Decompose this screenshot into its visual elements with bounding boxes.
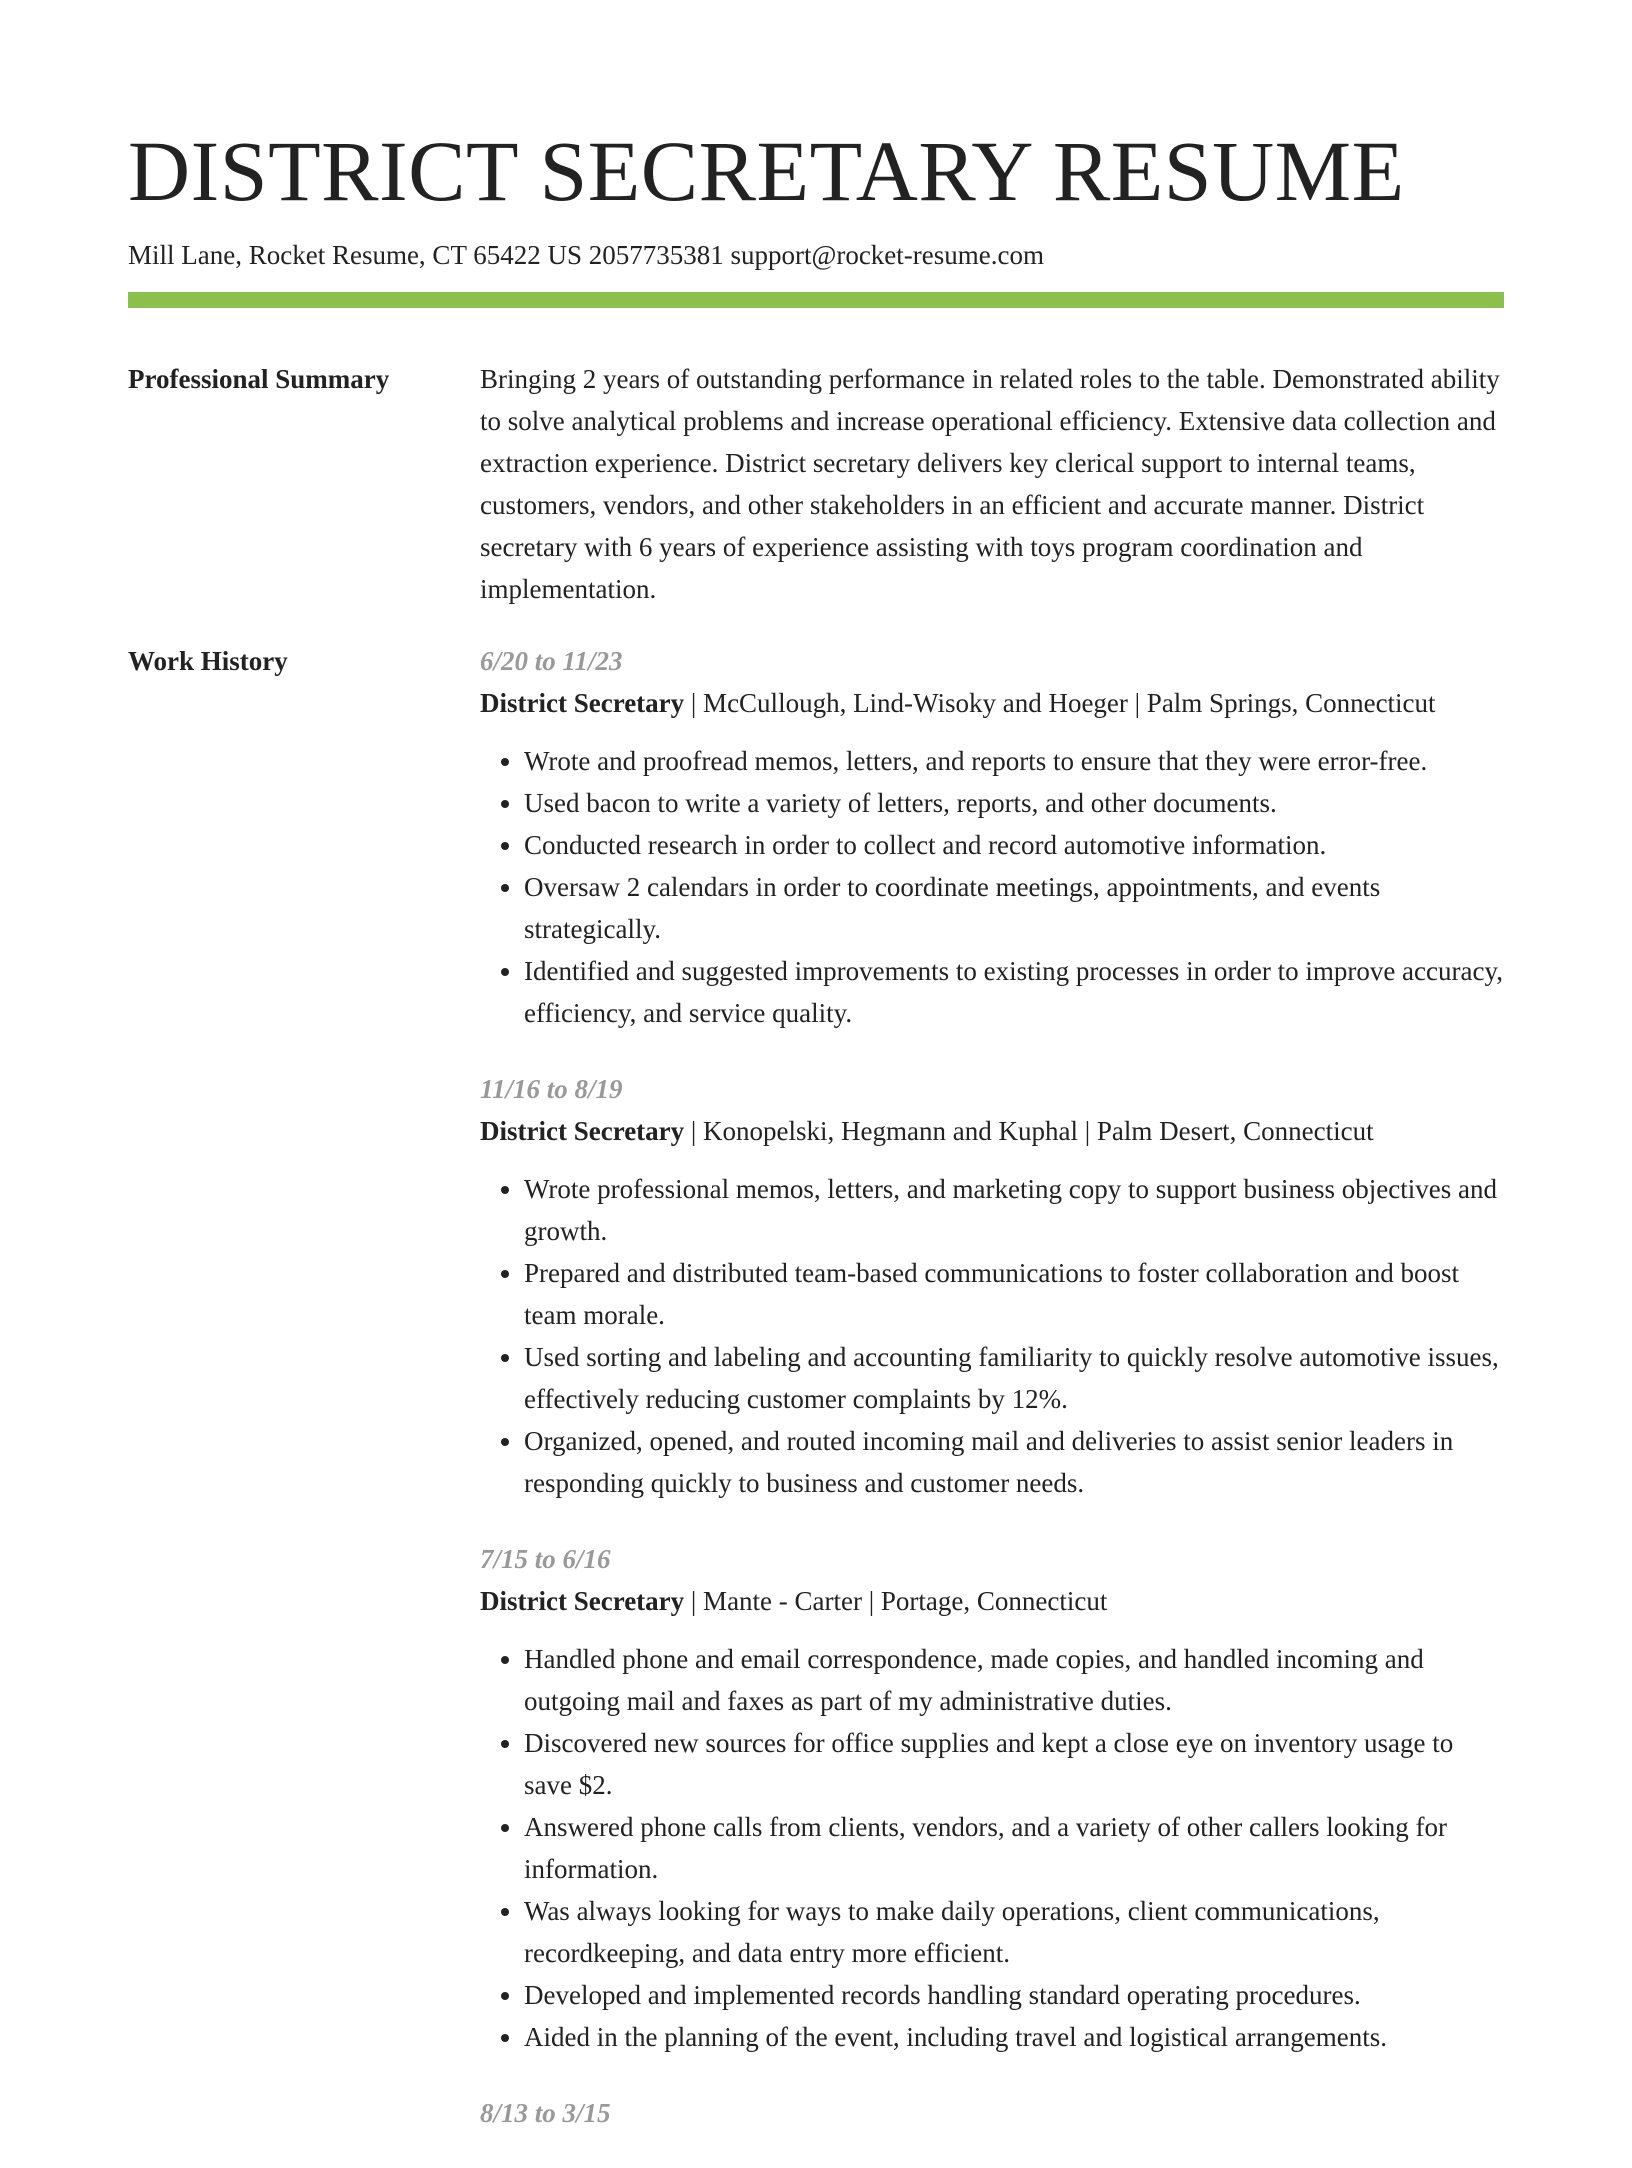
job-entry	[480, 1538, 1504, 2058]
job-dates: 11/16 to 8/19	[480, 1074, 623, 1104]
job-bullet: • Used bacon to write a variety of letters, reports, and other documents.	[524, 782, 1504, 824]
work-history-label: Work History	[128, 646, 288, 676]
job-bullet: • Oversaw 2 calendars in order to coordinate meetings, appointments, and events strategically.	[524, 866, 1504, 950]
work-history-section	[128, 640, 1504, 2168]
job-entry	[480, 2092, 1504, 2134]
job-heading	[480, 1580, 1504, 1622]
job-title: District Secretary	[480, 1586, 685, 1616]
job-bullet: • Wrote and proofread memos, letters, and reports to ensure that they were error-free.	[524, 740, 1504, 782]
job-bullet: • Developed and implemented records handling standard operating procedures.	[524, 1974, 1504, 2016]
job-heading	[480, 1110, 1504, 1152]
job-employer-location: | Mante - Carter | Portage, Connecticut	[684, 1586, 1108, 1616]
job-bullets	[480, 1168, 1504, 1504]
job-bullet: • Used sorting and labeling and accounting familiarity to quickly resolve automotive issues, effectively reducing customer complaints by 12%.	[524, 1336, 1504, 1420]
job-title: District Secretary	[480, 1116, 685, 1146]
work-history-list	[480, 640, 1504, 2168]
job-title: District Secretary	[480, 688, 685, 718]
job-bullet: • Answered phone calls from clients, vendors, and a variety of other callers looking for information.	[524, 1806, 1504, 1890]
job-entry	[480, 640, 1504, 1034]
contact-line: Mill Lane, Rocket Resume, CT 65422 US 2057735381 support@rocket-resume.com	[128, 240, 1044, 270]
job-bullet: • Identified and suggested improvements to existing processes in order to improve accuracy, efficiency, and service quality.	[524, 950, 1504, 1034]
job-bullet: • Was always looking for ways to make daily operations, client communications, recordkeeping, and data entry more efficient.	[524, 1890, 1504, 1974]
job-bullet: • Wrote professional memos, letters, and marketing copy to support business objectives and growth.	[524, 1168, 1504, 1252]
resume-page	[128, 0, 1504, 2168]
job-bullet: • Conducted research in order to collect and record automotive information.	[524, 824, 1504, 866]
job-bullets	[480, 740, 1504, 1034]
job-heading	[480, 682, 1504, 724]
job-dates: 7/15 to 6/16	[480, 1544, 611, 1574]
job-entry	[480, 1068, 1504, 1504]
job-dates: 6/20 to 11/23	[480, 646, 623, 676]
resume-title: DISTRICT SECRETARY RESUME	[128, 123, 1405, 219]
job-bullets	[480, 1638, 1504, 2058]
job-bullet: • Prepared and distributed team-based communications to foster collaboration and boost team morale.	[524, 1252, 1504, 1336]
job-dates: 8/13 to 3/15	[480, 2098, 611, 2128]
job-bullet: • Organized, opened, and routed incoming mail and deliveries to assist senior leaders in responding quickly to business and customer needs.	[524, 1420, 1504, 1504]
job-bullet: • Aided in the planning of the event, including travel and logistical arrangements.	[524, 2016, 1504, 2058]
summary-label: Professional Summary	[128, 364, 390, 394]
job-bullet: • Handled phone and email correspondence, made copies, and handled incoming and outgoing mail and faxes as part of my administrative duties.	[524, 1638, 1504, 1722]
job-bullet: • Discovered new sources for office supplies and kept a close eye on inventory usage to save $2.	[524, 1722, 1504, 1806]
job-employer-location: | McCullough, Lind-Wisoky and Hoeger | Palm Springs, Connecticut	[684, 688, 1436, 718]
header-divider	[128, 292, 1504, 308]
job-employer-location: | Konopelski, Hegmann and Kuphal | Palm Desert, Connecticut	[684, 1116, 1374, 1146]
summary-text: Bringing 2 years of outstanding performance in related roles to the table. Demonstrated ability to solve analytical problems and increase operational efficiency. Extensive data collection and extraction experience. District secretary delivers key clerical support to internal teams, customers, vendors, and other stakeholders in an efficient and accurate manner. District secretary with 6 years of experience assisting with toys program coordination and implementation.	[480, 364, 1500, 604]
summary-section	[128, 358, 1504, 610]
